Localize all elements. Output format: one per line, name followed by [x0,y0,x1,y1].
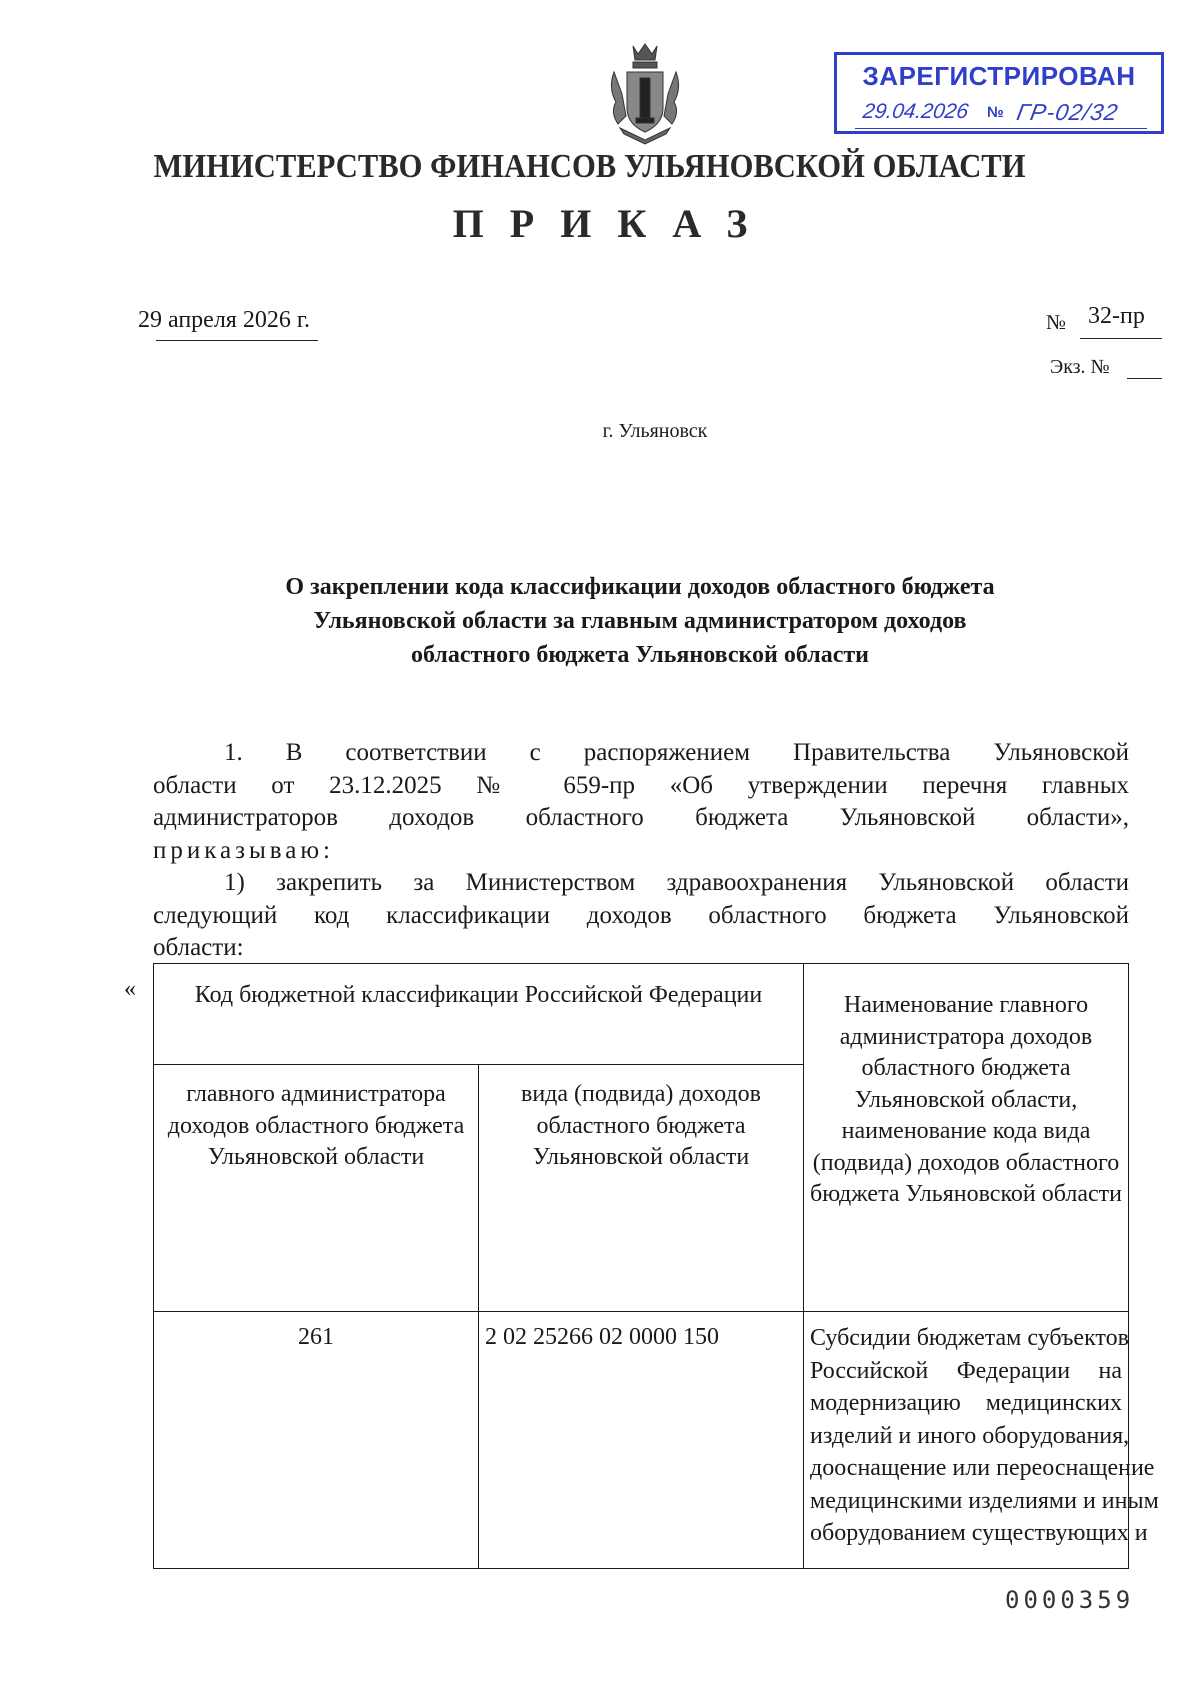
subject-line: О закреплении кода классификации доходов областного бюджета [285,574,995,600]
paragraph-line: следующий код классификации доходов областного бюджета Ульяновской [153,901,1129,929]
date-underline [156,340,318,341]
header-admin-code: главного администратора доходов областного бюджета Ульяновской области [154,1065,479,1312]
header-budget-code-group: Код бюджетной классификации Российской Федерации [154,964,804,1065]
cell-line: оборудованием существующих и [810,1520,1148,1546]
stamp-title: ЗАРЕГИСТРИРОВАН [862,61,1136,91]
subject-line: Ульяновской области за главным администратором доходов [313,608,967,634]
opening-quote: « [124,976,136,1002]
cell-line: дооснащение или переоснащение [810,1455,1155,1481]
header-name: Наименование главного администратора доходов областного бюджета Ульяновской области, наименование кода вида (подвида) доходов областного бюджета Ульяновской области [804,964,1129,1312]
stamp-number: ГР-02/32 [1014,99,1121,125]
stamp-entry [851,99,1151,129]
paragraph-line-order-word: приказываю: [153,836,334,864]
cell-line: медицинскими изделиями и иным [810,1487,1159,1514]
subject-line: областного бюджета Ульяновской области [410,642,870,668]
paragraph-line: 1) закрепить за Министерством здравоохранения Ульяновской области [224,869,1129,896]
cell-admin-code: 261 [154,1312,479,1569]
coat-of-arms-icon [600,42,690,146]
copy-number-underline [1127,378,1162,379]
budget-classification-table [153,963,1159,1569]
paragraph-line: области от 23.12.2025 № 659-пр «Об утверждении перечня главных [153,771,1129,799]
header-income-code: вида (подвида) доходов областного бюджета Ульяновской области [479,1065,804,1312]
table-row [154,1312,1129,1569]
paragraph-line: 1. В соответствии с распоряжением Правительства Ульяновской [224,739,1129,766]
cell-income-code: 2 02 25266 02 0000 150 [479,1312,804,1569]
stamp-date: 29.04.2026 [861,100,970,123]
paragraph-line: области: [153,934,244,961]
stamp-underline [855,128,1147,129]
cell-income-name [804,1312,1159,1569]
cell-line: изделий и иного оборудования, [810,1422,1130,1449]
order-subject [150,570,1130,672]
table-header-row [154,964,1129,1065]
order-number: 32-пр [1088,303,1145,329]
registration-stamp [834,52,1164,134]
paragraph-2 [153,867,1129,965]
copy-number-label: Экз. № [1050,356,1110,378]
city: г. Ульяновск [602,420,708,442]
order-date: 29 апреля 2026 г. [138,307,310,333]
number-underline [1080,338,1162,339]
order-number-sign: № [1046,310,1067,334]
cell-line: Российской Федерации на [810,1357,1122,1384]
paragraph-1 [153,737,1129,867]
paragraph-line: администраторов доходов областного бюджета Ульяновской области», [153,804,1129,831]
stamp-number-label: № [987,104,1004,121]
cell-line: модернизацию медицинских [810,1390,1122,1416]
cell-line: Субсидии бюджетам субъектов [810,1325,1129,1351]
ministry-title: МИНИСТЕРСТВО ФИНАНСОВ УЛЬЯНОВСКОЙ ОБЛАСТИ [153,148,1026,185]
serial-number: 0000359 [1005,1586,1135,1614]
document-type: ПРИКАЗ [452,201,774,246]
